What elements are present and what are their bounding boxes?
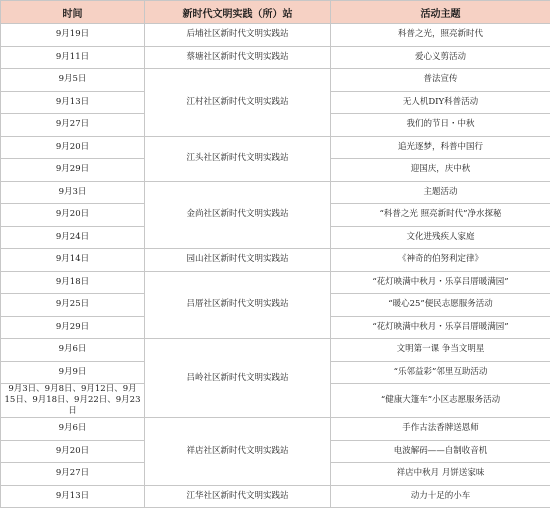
theme-cell: 迎国庆，庆中秋 <box>331 159 550 182</box>
date-cell: 9月11日 <box>1 46 145 69</box>
theme-cell: 爱心义剪活动 <box>331 46 550 69</box>
date-cell: 9月20日 <box>1 440 145 463</box>
table-row <box>1 46 550 69</box>
table-row <box>1 271 550 294</box>
theme-cell: “暖心25”便民志愿服务活动 <box>331 294 550 317</box>
station-cell: 吕厝社区新时代文明实践站 <box>145 271 331 339</box>
date-cell: 9月5日 <box>1 69 145 92</box>
station-cell: 江华社区新时代文明实践站 <box>145 485 331 508</box>
date-cell: 9月3日、9月8日、9月12日、9月15日、9月18日、9月22日、9月23日 <box>1 384 145 418</box>
date-cell: 9月20日 <box>1 204 145 227</box>
header-date: 时间 <box>1 1 145 24</box>
table-row <box>1 69 550 92</box>
station-cell: 金尚社区新时代文明实践站 <box>145 181 331 249</box>
station-cell: 祥店社区新时代文明实践站 <box>145 418 331 486</box>
date-cell: 9月14日 <box>1 249 145 272</box>
date-cell: 9月27日 <box>1 114 145 137</box>
theme-cell: 普法宣传 <box>331 69 550 92</box>
date-cell: 9月29日 <box>1 159 145 182</box>
date-cell: 9月13日 <box>1 485 145 508</box>
date-cell: 9月25日 <box>1 294 145 317</box>
table-body <box>1 24 550 508</box>
table-row <box>1 249 550 272</box>
date-cell: 9月24日 <box>1 226 145 249</box>
table-row <box>1 136 550 159</box>
date-cell: 9月19日 <box>1 24 145 47</box>
date-cell: 9月18日 <box>1 271 145 294</box>
date-cell: 9月9日 <box>1 361 145 384</box>
theme-cell: 祥店中秋月 月饼送家味 <box>331 463 550 486</box>
theme-cell: “科普之光 照亮新时代”净水探秘 <box>331 204 550 227</box>
table-row <box>1 181 550 204</box>
theme-cell: 电波解码——自制收音机 <box>331 440 550 463</box>
theme-cell: 《神奇的伯努利定律》 <box>331 249 550 272</box>
theme-cell: “花灯映满中秋月・乐享吕厝暖满园” <box>331 316 550 339</box>
table-header <box>1 1 550 24</box>
date-cell: 9月27日 <box>1 463 145 486</box>
theme-cell: 文明第一课 争当文明星 <box>331 339 550 362</box>
table-row <box>1 485 550 508</box>
table-row <box>1 418 550 441</box>
date-cell: 9月20日 <box>1 136 145 159</box>
theme-cell: “健康大篷车”小区志愿服务活动 <box>331 384 550 418</box>
date-cell: 9月6日 <box>1 418 145 441</box>
theme-cell: 文化进残疾人家庭 <box>331 226 550 249</box>
theme-cell: 主题活动 <box>331 181 550 204</box>
table-row <box>1 24 550 47</box>
date-cell: 9月6日 <box>1 339 145 362</box>
station-cell: 蔡塘社区新时代文明实践站 <box>145 46 331 69</box>
station-cell: 园山社区新时代文明实践站 <box>145 249 331 272</box>
date-cell: 9月29日 <box>1 316 145 339</box>
station-cell: 江头社区新时代文明实践站 <box>145 136 331 181</box>
theme-cell: “乐邻益彩”邻里互助活动 <box>331 361 550 384</box>
theme-cell: “花灯映满中秋月・乐享吕厝暖满园” <box>331 271 550 294</box>
date-cell: 9月13日 <box>1 91 145 114</box>
station-cell: 吕岭社区新时代文明实践站 <box>145 339 331 418</box>
theme-cell: 无人机DIY科普活动 <box>331 91 550 114</box>
theme-cell: 科普之光，照亮新时代 <box>331 24 550 47</box>
header-theme: 活动主题 <box>331 1 550 24</box>
date-cell: 9月3日 <box>1 181 145 204</box>
theme-cell: 手作古法香牌送恩师 <box>331 418 550 441</box>
station-cell: 江村社区新时代文明实践站 <box>145 69 331 137</box>
theme-cell: 我们的节日・中秋 <box>331 114 550 137</box>
header-station: 新时代文明实践（所）站 <box>145 1 331 24</box>
header-row <box>1 1 550 24</box>
theme-cell: 追光逐梦，科普中国行 <box>331 136 550 159</box>
table-row <box>1 339 550 362</box>
theme-cell: 动力十足的小车 <box>331 485 550 508</box>
station-cell: 后埔社区新时代文明实践站 <box>145 24 331 47</box>
